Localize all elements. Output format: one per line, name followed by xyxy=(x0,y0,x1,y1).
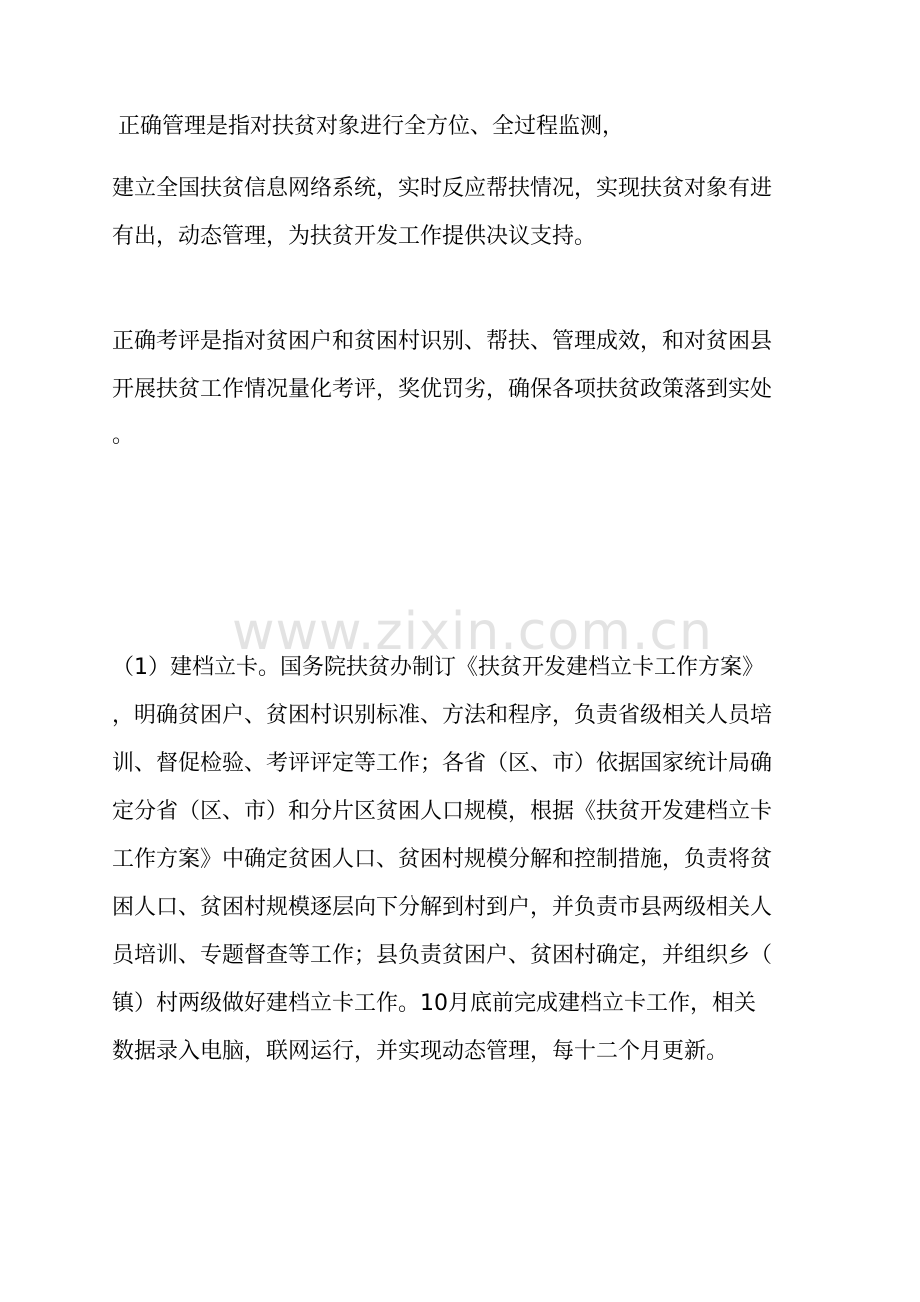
paragraph-info-system-line-2: 有出，动态管理，为扶贫开发工作提供决议支持。 xyxy=(112,224,597,249)
paragraph-assessment-line-1: 正确考评是指对贫困户和贫困村识别、帮扶、管理成效，和对贫困县 xyxy=(112,329,773,354)
paragraph-filing-line-9: 数据录入电脑，联网运行，并实现动态管理，每十二个月更新。 xyxy=(112,1039,729,1064)
watermark: www.zixin.com.cn xyxy=(232,602,713,662)
paragraph-filing-line-8: 镇）村两级做好建档立卡工作。10月底前完成建档立卡工作，相关 xyxy=(112,991,756,1016)
paragraph-filing-line-4: 定分省（区、市）和分片区贫困人口规模，根据《扶贫开发建档立卡 xyxy=(112,799,773,824)
paragraph-filing-line-6: 困人口、贫困村规模逐层向下分解到村到户，并负责市县两级相关人 xyxy=(112,895,773,920)
paragraph-filing-line-5: 工作方案》中确定贫困人口、贫困村规模分解和控制措施，负责将贫 xyxy=(112,847,773,872)
paragraph-assessment-line-3: 。 xyxy=(112,423,135,448)
paragraph-filing-line-1: （1）建档立卡。国务院扶贫办制订《扶贫开发建档立卡工作方案》 xyxy=(112,655,764,680)
paragraph-filing-line-7: 员培训、专题督查等工作；县负责贫困户、贫困村确定，并组织乡（ xyxy=(112,943,773,968)
paragraph-filing-line-3: 训、督促检验、考评评定等工作；各省（区、市）依据国家统计局确 xyxy=(112,751,773,776)
paragraph-info-system-line-1: 建立全国扶贫信息网络系统，实时反应帮扶情况，实现扶贫对象有进 xyxy=(112,176,773,201)
paragraph-assessment-line-2: 开展扶贫工作情况量化考评，奖优罚劣，确保各项扶贫政策落到实处 xyxy=(112,377,773,402)
paragraph-filing-line-2: ，明确贫困户、贫困村识别标准、方法和程序，负责省级相关人员培 xyxy=(112,703,773,728)
paragraph-accurate-management-line: 正确管理是指对扶贫对象进行全方位、全过程监测， xyxy=(118,114,625,139)
